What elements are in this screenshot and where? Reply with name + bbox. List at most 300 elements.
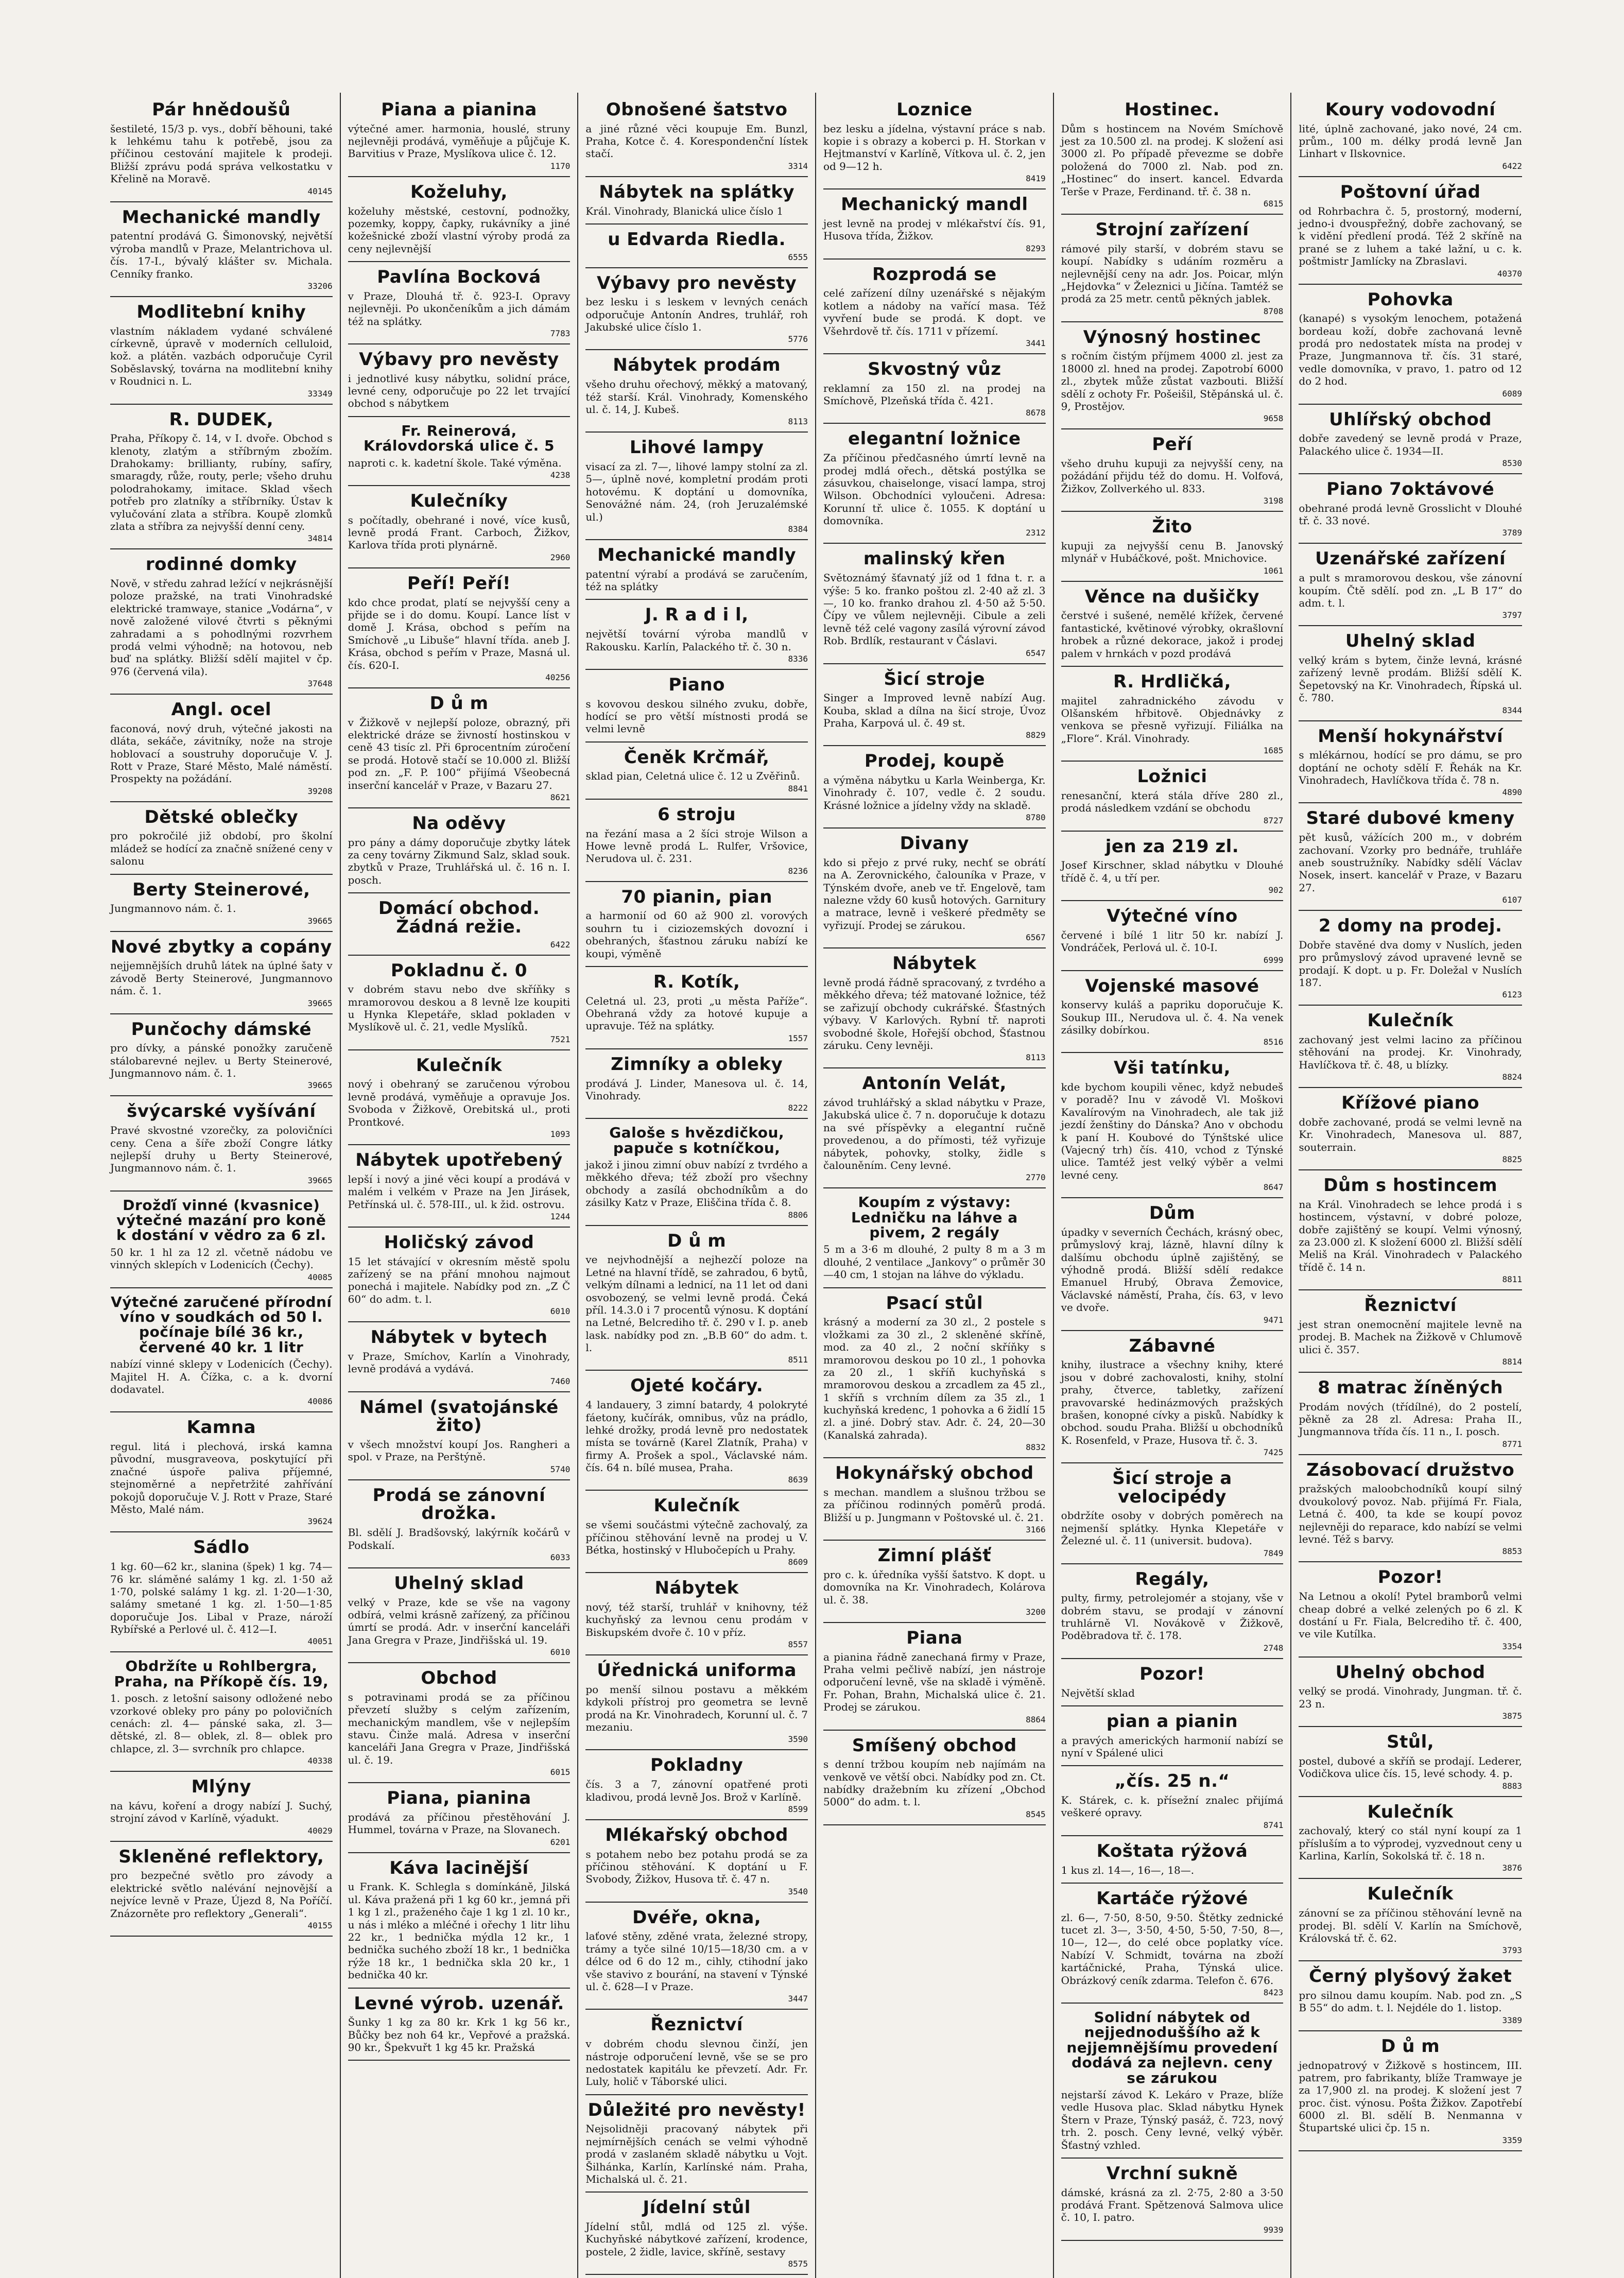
ad-title: Mechanické mandly (597, 544, 797, 565)
ad-title: Řeznictví (650, 2014, 743, 2035)
classified-ad (110, 408, 333, 550)
classified-ad (348, 1231, 571, 1322)
ad-text: pro pány a dámy doporučuje zbytky látek za ceny továrny Zikmund Salz, sklad souk. zbytků v Praze, Truhlářská ul. č. 16 n. I. posch. (348, 836, 571, 886)
ad-text: na Král. Vinohradech se lehce prodá i s hostincem, výstavní, v dobré poloze, dobře zajištěný se koupí. Velmi výnosný, za 23.000 zl. K složení 6000 zl. Bližší sdělí Meliš na Král. Vinohradech v Palackého třídě č. 14 n. (1299, 1198, 1522, 1273)
ad-number: 8814 (1502, 1356, 1522, 1367)
ad-title: Ojeté kočáry. (630, 1375, 764, 1396)
ad-number: 7460 (550, 1376, 571, 1386)
classified-ad (1061, 325, 1284, 430)
ad-title: Berty Steinerové, (132, 879, 310, 900)
ad-text: jest levně na prodej v mlékařství čís. 91, Husova třída, Žižkov. (823, 217, 1046, 243)
ad-number: 40155 (307, 1920, 333, 1930)
classified-ad (1299, 1661, 1522, 1727)
ad-text: 1 kus zl. 14—, 16—, 18—. (1061, 1863, 1195, 1876)
ad-text: majitel zahradnického závodu v Olšanském hřbitově. Objednávky z venkova se přesně vyřizují. Filiálka na „Flore“. Král. Vinohrady. (1061, 694, 1284, 745)
ad-title: Uhlířský obchod (1329, 409, 1492, 430)
ad-text: a pianina řádně zanechaná firmy v Praze, Praha velmi pečlivě nabízí, jen nástroje odporučení levně, vše na skladě i výměně. Fr. Pohan, Brahn, Michalská ulice č. 21. Prodej se zárukou. (823, 1650, 1046, 1714)
ad-title: Fr. Reinerová, Královdorská ulice č. 5 (364, 422, 555, 455)
ad-title: Smíšený obchod (852, 1735, 1017, 1756)
classified-ad (823, 427, 1046, 544)
classified-ad (823, 1626, 1046, 1731)
ad-number: 6033 (550, 1552, 571, 1562)
ad-text: v Praze, Smíchov, Karlín a Vinohrady, levně prodává a vydává. (348, 1350, 571, 1375)
ad-text: jednopatrový v Žižkově s hostincem, III. patrem, pro fabrikanty, blíže Tramwaye je za 17,900 zl. na prodej. K složení jest 7 proc. čist. výnosu. Pošta Žižkov. Zapotřebí 6000 zl. Bl. sdělí B. Nenmanna v Štupartské ulici čp. 15 n. (1299, 2059, 1522, 2134)
ad-number: 6010 (550, 1647, 571, 1658)
ad-text: všeho druhu kupuji za nejvyšší ceny, na požádání přijdu též do domu. H. Volfová, Žižkov, Zollverkého ul. 833. (1061, 457, 1284, 495)
ad-text: Za příčinou předčasného úmrtí levně na prodej mdlá ořech., dětská postýlka se zásuvkou, chaiselonge, visací lampa, stroj Wilson. Obchodníci vyloučeni. Adresa: Korunní tř. ulice č. 1055. K doptání u domovníka. (823, 452, 1046, 527)
classified-ad (110, 1416, 333, 1532)
ad-number: 6555 (788, 252, 808, 262)
classified-ad (110, 1655, 333, 1772)
ad-number: 33206 (307, 281, 333, 291)
ad-number: 8293 (1026, 243, 1046, 253)
ad-title: Holičský závod (384, 1232, 534, 1253)
ad-title: D ů m (429, 693, 489, 714)
ad-title: Nábytek upotřebený (355, 1150, 563, 1171)
ad-title: Zásobovací družstvo (1306, 1459, 1515, 1480)
ad-number: 1557 (788, 1033, 808, 1043)
ad-title: D ů m (1381, 2035, 1440, 2057)
ad-number: 6999 (1263, 955, 1284, 965)
ad-text: s počítadly, obehrané i nové, více kusů, levně prodá Frant. Carboch, Žižkov, Karlova třída proti plynárně. (348, 513, 571, 551)
ad-title: D ů m (667, 1230, 727, 1251)
ad-number: 40256 (545, 672, 571, 682)
ad-number: 8113 (1026, 1052, 1046, 1063)
ad-number: 6015 (550, 1767, 571, 1777)
ad-title: Punčochy dámské (131, 1019, 312, 1040)
ad-text: a jiné různé věci koupuje Em. Bunzl, Praha, Kotce č. 4. Korespondenční lístek stačí. (585, 122, 808, 160)
ad-title: 6 stroju (658, 804, 736, 825)
classified-ad (585, 673, 808, 743)
ad-title: Piana, pianina (387, 1788, 531, 1809)
classified-ad (1299, 408, 1522, 474)
ad-text: lité, úplně zachované, jako nové, 24 cm. prům., 100 m. délky prodá levně Jan Linhart v Ilskovnice. (1299, 122, 1522, 160)
ad-text: s potahem nebo bez potahu prodá se za příčinou stěhování. K doptání u F. Svobody, Žižkov, Husova tř. č. 47 n. (585, 1848, 808, 1886)
ad-number: 8864 (1026, 1714, 1046, 1724)
ad-title: Uzenářské zařízení (1315, 548, 1506, 570)
ad-text: čerstvé i sušené, nemělé křížek, červené fantastické, květinové výrobky, okrašlovní hrobek a různé dekorace, jakož i prodej palem v hrnkách v pozd prodává (1061, 609, 1284, 660)
ad-text: nejstarší závod K. Lekáro v Praze, blíže vedle Husova plac. Sklad nábytku Hynek Štern v Praze, Týnský pasáž, č. 723, nový trh. 2. posch. Ceny levné, velký výběr. Šťastný vzhled. (1061, 2088, 1284, 2151)
ad-text: Největší sklad (1061, 1686, 1135, 1699)
ad-text: Nově, v středu zahrad ležící v nejkrásnější poloze pražské, na trati Vinohradské elektrické tramwaye, stanice „Vodárna“, v nově založené vilové čtvrti s pěknými zahradami a s pohodlnými rozvrhem prodá velmi výhodně; na hotovou, neb buď na splátky. Bližší sdělí majitel v čp. 976 (červená vila). (110, 577, 333, 678)
ad-title: elegantní ložnice (848, 428, 1021, 450)
ad-text: největší tovární výroba mandlů v Rakousku. Karlín, Palackého tř. č. 30 n. (585, 628, 808, 653)
ad-title: Drožďí vinné (kvasnice) výtečné mazání pro koně k dostání v vědro za 6 zl. (116, 1196, 326, 1244)
ad-title: Křížové piano (1341, 1093, 1480, 1114)
ad-title: Nové zbytky a copány (110, 936, 332, 957)
classified-ad (823, 263, 1046, 354)
ad-number: 40145 (307, 186, 333, 196)
classified-ad (1299, 1565, 1522, 1657)
classified-ad (585, 1906, 808, 2010)
classified-ad (823, 1734, 1046, 1825)
ad-text: nový, též starší, truhlář v knihovny, též kuchyňský za levnou cenu prodám v Biskupském dvoře č. 10 v příz. (585, 1601, 808, 1638)
ad-number: 39665 (307, 916, 333, 926)
ad-number: 37648 (307, 679, 333, 689)
ad-text: Prodám nových (třídílné), do 2 postelí, pěkně za 28 zl. Adresa: Praha II., Jungmannova třída čís. 11 n., I. posch. (1299, 1400, 1522, 1438)
classified-ad (348, 489, 571, 568)
ad-title: Káva lacinější (389, 1857, 529, 1878)
ad-number: 6815 (1263, 199, 1284, 209)
classified-ad (110, 1845, 333, 1937)
ad-text: pro bezpečné světlo pro závody a elektrické světlo nalévání nejnovější a nejvíce levně v Praze, Újezd 8, Na Poříčí. Znázorněte pro reflektory „Generali“. (110, 1869, 333, 1920)
ad-text: od Rohrbachra č. 5, prostorný, moderní, jedno-i dvouspřežný, dobře zachovaný, se k vidění předlení prodá. Též 2 skříně na prané se z luhem a také lažní, u c. k. poštmistr Jamlícky na Zbraslavi. (1299, 204, 1522, 268)
ad-text: 5 m a 3·6 m dlouhé, 2 pulty 8 m a 3 m dlouhé, 2 ventilace „Jankovy“ o průměr 30—40 cm, 1 stojan na láhve do výkladu. (823, 1243, 1046, 1281)
classified-ad (348, 959, 571, 1050)
ad-title: Domácí obchod. Žádná režie. (378, 898, 540, 937)
ad-title: Pár hnědoušů (152, 99, 291, 120)
ad-title: Staré dubové kmeny (1306, 808, 1515, 829)
classified-ad (348, 265, 571, 344)
classified-ad (585, 1753, 808, 1820)
ad-title: Peří! Peří! (407, 573, 511, 594)
ad-text: dobře zavedený se levně prodá v Praze, Palackého ulice č. 1934—II. (1299, 432, 1522, 457)
ad-number: 6567 (1026, 933, 1046, 943)
ad-title: Skleněné reflektory, (118, 1846, 324, 1867)
ad-text: výtečné amer. harmonia, houslé, struny nejlevněji prodává, vyměňuje a půjčuje K. Barvitius v Praze, Myslíkova ulice č. 12. (348, 122, 571, 160)
ad-text: (kanapé) s vysokým lenochem, potažená bordeau koží, dobře zachovaná levně prodá pro nedostatek místa na prodej v Praze, Jungmannova tř. čís. 31 staré, vedle domovníka, v pravo, 1. patro od 12 do 2 hod. (1299, 312, 1522, 388)
ad-column (1291, 93, 1529, 2278)
ad-number: 6089 (1502, 388, 1522, 399)
ad-number: 39665 (307, 1175, 333, 1185)
ad-title: Čeněk Krčmář, (624, 747, 770, 768)
classified-ad (348, 1395, 571, 1480)
classified-ad (823, 1192, 1046, 1288)
ad-number: 39665 (307, 1080, 333, 1091)
ad-number: 39208 (307, 786, 333, 796)
ad-title: Uhelný obchod (1335, 1662, 1485, 1683)
classified-ad (1299, 1964, 1522, 2031)
ad-number: 8806 (788, 1210, 808, 1220)
classified-ad (1061, 1466, 1284, 1564)
ad-number: 8336 (788, 653, 808, 664)
ad-number: 40370 (1497, 268, 1522, 279)
classified-ad (110, 1099, 333, 1191)
ad-title: Pohovka (1367, 289, 1454, 310)
classified-ad (585, 1823, 808, 1903)
ad-title: Vojenské masové (1085, 975, 1259, 996)
classified-ad (1061, 1769, 1284, 1836)
ad-number: 8832 (1026, 1442, 1046, 1453)
ad-text: na řezání masa a 2 šíci stroje Wilson a Howe levně prodá L. Rulfer, Vršovice, Nerudova ul. č. 231. (585, 827, 808, 865)
classified-ad (585, 1229, 808, 1371)
ad-text: reklamní za 150 zl. na prodej na Smíchově, Plzeňská třída č. 421. (823, 382, 1046, 407)
ad-number: 8639 (788, 1475, 808, 1485)
classified-ad (348, 180, 571, 262)
ad-number: 902 (1268, 885, 1284, 895)
ad-text: sklad pian, Celetná ulice č. 12 u Zvěřinů. (585, 770, 800, 783)
classified-ad (1299, 1800, 1522, 1879)
ad-number: 5740 (550, 1464, 571, 1474)
ad-title: Nábytek (892, 953, 977, 974)
ad-title: Vrchní sukně (1106, 2163, 1238, 2184)
ad-text: v dobrém stavu nebo dve skříňky s mramorovou deskou a 8 levně lze koupiti u Hynka Klepetáře, sklad pokladen v Myslíkově ul. č. 21, vedle Myslíků. (348, 983, 571, 1033)
ad-text: s denní tržbou koupím neb najímám na venkově ve větší obci. Nabídky pod zn. Ct. nabídky dražebním ku zřízení „Obchod 5000“ do adm. t. l. (823, 1758, 1046, 1808)
classified-ad (348, 1054, 571, 1145)
ad-number: 8708 (1263, 306, 1284, 316)
ad-text: a harmonií od 60 až 900 zl. vorových souhrn tu i ciziozemských dovozní i obehraných, šťastnou záruku nabízí ke koupi, výměně (585, 909, 808, 960)
ad-text: úpadky v severních Čechách, krásný obec, průmyslový kraj, lázně, hlavní dílny k dalšímu obchodu úplně zajištěný, se výhodně prodá. Bližší sdělí redakce Emanuel Hrubý, Obrava Žemovice, Václavské náměstí, Praha, čís. 63, v levo ve dvoře. (1061, 1226, 1284, 1314)
ad-text: pulty, firmy, petrolejomér a stojany, vše v dobrém stavu, se prodají v zánovní truhlárně Vl. Novákově v Žižkově, Poděbradova tř. č. 178. (1061, 1592, 1284, 1642)
ad-title: Kulečník (1367, 1801, 1454, 1822)
ad-text: rámové pily starší, v dobrém stavu se koupí. Nabídky s udáním rozměru a nejlevnější ceny na adr. Jos. Poicar, mlýn „Hejdovka“ v Železnici u Jičína. Tamtéž se prodá za 25 metr. centů pěkných jablek. (1061, 242, 1284, 305)
ad-title: Zábavné (1129, 1335, 1216, 1356)
ad-text: nový i obehraný se zaručenou výrobou levně prodává, vyměňuje a opravuje Jos. Svoboda v Žižkově, Orebitská ul., proti Prontkové. (348, 1078, 571, 1128)
ad-title: Nábytek v bytech (370, 1327, 548, 1348)
ad-number: 40051 (307, 1636, 333, 1647)
ad-title: Solidní nábytek od nejjednoduššího až k nejjemnějšímu provedení dodává za nejlevn. ceny se zárukou (1066, 2008, 1278, 2086)
classified-ad (1299, 1173, 1522, 1290)
ad-title: Úřednická uniforma (597, 1660, 797, 1681)
ad-title: Zimní plášť (877, 1545, 991, 1566)
classified-ad (110, 1195, 333, 1288)
ad-number: 3447 (788, 1994, 808, 2004)
ad-number: 8530 (1502, 458, 1522, 468)
ad-text: jest stran onemocnění majitele levně na prodej. B. Machek na Žižkově v Chlumově ulici č. 357. (1299, 1318, 1522, 1356)
ad-number: 40338 (307, 1756, 333, 1766)
classified-ad (1299, 914, 1522, 1006)
ad-text: K. Stárek, c. k. přísežní znalec přijímá veškeré opravy. (1061, 1794, 1284, 1819)
ad-text: Singer a Improved levně nabízí Aug. Kouba, sklad a dílna na šicí stroje, Úvoz Praha, Karpová ul. č. 49 st. (823, 692, 1046, 729)
classified-ad (1061, 1839, 1284, 1884)
ad-text: Bl. sdělí J. Bradšovský, lakýrník kočárů v Podskalí. (348, 1526, 571, 1551)
ad-text: zl. 6—, 7·50, 8·50, 9·50. Štětky zednické tucet zl. 3—, 3·50, 4·50, 5·50, 7·50, 8—, 10—, 12—, do celé obce poplatky více. Nabízí V. Schmidt, továrna na zboží kartáčnické, Praha, Týnská ulice. Obrázkový ceník zdarma. Telefon č. 676. (1061, 1911, 1284, 1987)
ad-title: 2 domy na prodej. (1318, 916, 1502, 937)
ad-number: 9471 (1263, 1315, 1284, 1325)
classified-ad (110, 805, 333, 875)
ad-number: 8423 (1263, 1987, 1284, 1997)
ad-title: Námel (svatojánské žito) (359, 1396, 559, 1436)
ad-number: 8236 (788, 866, 808, 876)
ad-column (103, 93, 341, 2278)
ad-title: 8 matrac žíněných (1318, 1377, 1504, 1398)
ad-title: Dvéře, okna, (632, 1907, 762, 1928)
ad-title: pian a pianin (1106, 1711, 1238, 1732)
ad-text: faconová, nový druh, výtečné jakosti na dláta, sekáče, závitníky, nože na stroje hoblovací a soustruhy doporučuje V. J. Rott v Praze, Staré Město, Malé náměstí. Prospekty na požádání. (110, 722, 333, 785)
classified-ad (1299, 1730, 1522, 1797)
classified-ad (1299, 1458, 1522, 1563)
ad-text: a pult s mramorovou deskou, vše zánovní koupím. Čtě sdělí. pod zn. „L B 17“ do adm. t. l. (1299, 572, 1522, 609)
ad-text: v Praze, Dlouhá tř. č. 923-I. Opravy nejlevněji. Po ukončeníkům a jich dámám též na splátky. (348, 289, 571, 327)
ad-title: Divany (900, 833, 969, 854)
classified-ad (1299, 547, 1522, 626)
ad-number: 8545 (1026, 1809, 1046, 1819)
ad-text: s potravinami prodá se za příčinou převzetí služby s celým zařízením, mechanickým mandlem, vše v nejlepším stavu. Činže malá. Adresa v inserční kanceláři Jana Gregra v Praze, Jindřišská ul. č. 19. (348, 1690, 571, 1766)
ad-title: Kartáče rýžové (1096, 1888, 1248, 1909)
ad-number: 3314 (788, 161, 808, 171)
ad-title: Dům s hostincem (1323, 1175, 1498, 1196)
ad-text: pět kusů, vážících 200 m., v dobrém zachovaní. Vzorky pro bednáře, truhláře aneb soustružníky. Nabídky sdělí Václav Nosek, insert. kancelář v Praze, v Bazaru 27. (1299, 831, 1522, 894)
ad-number: 8883 (1502, 1781, 1522, 1791)
ad-title: Obchod (421, 1668, 497, 1689)
ad-number: 8678 (1026, 408, 1046, 418)
newspaper-page (103, 93, 1529, 2269)
ad-number: 1093 (550, 1129, 571, 1140)
ad-title: Nábytek na splátky (599, 181, 795, 202)
ad-title: R. Hrdličká, (1113, 671, 1232, 692)
ad-title: Poštovní úřad (1340, 181, 1481, 202)
ad-number: 7425 (1263, 1447, 1284, 1458)
classified-ad (110, 1291, 333, 1413)
ad-title: jen za 219 zl. (1105, 836, 1239, 857)
ad-number: 3354 (1502, 1641, 1522, 1651)
ad-number: 3793 (1502, 1945, 1522, 1956)
classified-ad (585, 180, 808, 225)
ad-title: Nábytek prodám (613, 355, 781, 376)
classified-ad (585, 543, 808, 600)
classified-ad (585, 98, 808, 177)
classified-ad (348, 1786, 571, 1853)
ad-title: Lihové lampy (629, 437, 764, 458)
classified-ad (1061, 1056, 1284, 1198)
ad-text: patentní výrabí a prodává se zaručením, též na splátky (585, 567, 808, 593)
ad-title: Koštata rýžová (1096, 1840, 1248, 1861)
classified-ad (348, 896, 571, 955)
classified-ad (585, 746, 808, 800)
ad-number: 1061 (1263, 565, 1284, 576)
ad-number: 7849 (1263, 1548, 1284, 1558)
ad-text: v všech množství koupí Jos. Rangheri a spol. v Praze, na Perštýně. (348, 1438, 571, 1463)
ad-title: Menší hokynářství (1318, 726, 1504, 747)
classified-ad (110, 935, 333, 1014)
classified-ad (585, 353, 808, 433)
ad-text: velký v Praze, kde se vše na vagony odbírá, velmi krásně zařízený, za příčinou úmrtí se prodá. Adr. v inserční kanceláři Jana Gregra v Praze, Jindřišská ul. 19. (348, 1596, 571, 1646)
classified-ad (1061, 1710, 1284, 1766)
ad-title: Stůl, (1387, 1732, 1435, 1753)
ad-text: s ročním čistým příjmem 4000 zl. jest za 18000 zl. hned na prodej. Zapotrobí 6000 zl., zbytek může zůstat vazbouti. Bližší sdělí z ochoty Fr. Pošeišil, Stěpánská ul. č. 9, Prostějov. (1061, 350, 1284, 412)
classified-ad (348, 1572, 571, 1663)
ad-title: Piano (668, 674, 725, 695)
classified-ad (585, 1122, 808, 1226)
classified-ad (585, 271, 808, 351)
ad-text: Celetná ul. 23, proti „u města Paříže“. Obehraná vždy za hotové kupuje a upravuje. Též na splátky. (585, 994, 808, 1032)
ad-text: kdo si přejo z prvé ruky, nechť se obrátí na A. Zerovnického, čalouníka v Praze, v Týnském dvoře, aneb ve tř. Engelově, tam nalezne vždy 60 kusů hotových. Garnitury a matrace, levně i veškeré předměty se vyřizují. Prodej se zárukou. (823, 856, 1046, 931)
classified-ad (110, 698, 333, 802)
ad-title: Pokladny (650, 1755, 744, 1776)
ad-number: 2770 (1026, 1172, 1046, 1183)
ad-title: Koželuhy, (410, 181, 508, 202)
ad-title: Loznice (896, 99, 973, 120)
ad-text: koželuhy městské, cestovní, podnožky, pozemky, koppy, čapky, rukávníky a jiné kožešnické zboží vlastní výroby prodá za ceny nejlevnější (348, 204, 571, 255)
ad-text: konservy kuláš a papriku doporučuje K. Soukup III., Nerudova ul. č. 4. Na venek zásilky dobírkou. (1061, 998, 1284, 1037)
ad-text: krásný a moderní za 30 zl., 2 postele s vložkami za 30 zl., 2 skleněné skříně, mod. za 40 zl., 2 noční skříňky s mramorovou deskou po 10 zl., 1 pohovka za 20 zl., 1 skříň kuchyňská s mramorovou deskou a zrcadlem za 45 zl., 1 skříň s vrchním dílem za 35 zl., 1 kuchyňská kredenc, 1 pohovka a 6 židlí 15 zl. a jiné. Dobrý stav. Adr. č. 24, 20—30 (Kanalská zahrada). (823, 1316, 1046, 1441)
classified-ad (1061, 835, 1284, 901)
classified-ad (1061, 1334, 1284, 1463)
ad-text: na kávu, koření a drogy nabízí J. Suchý, strojní závod v Karlíně, výadukt. (110, 1799, 333, 1825)
classified-ad (585, 2013, 808, 2095)
ad-title: Uhelný sklad (394, 1573, 524, 1594)
ad-number: 2748 (1263, 1643, 1284, 1653)
classified-ad (585, 1052, 808, 1119)
ad-text: v Žižkově v nejlepší poloze, obrazný, při elektrické dráze se živností hostinskou v ceně 43 tisíc zl. Při 6procentním zúročení se prodá. Hotově stačí se 10.000 zl. Bližší pod zn. „F. P. 100“ přijímá Všeobecná inserční kancelář v Praze, v Bazaru 27. (348, 716, 571, 791)
ad-title: Piano 7oktávové (1326, 479, 1495, 499)
ad-title: „čís. 25 n.“ (1114, 1771, 1230, 1792)
ad-title: Prodej, koupě (864, 751, 1005, 772)
classified-ad (1061, 2162, 1284, 2241)
ad-number: 8780 (1026, 813, 1046, 823)
ad-title: Koupím z výstavy: Ledničku na láhve a pivem, 2 regály (851, 1194, 1018, 1241)
classified-ad (348, 692, 571, 808)
ad-number: 8647 (1263, 1182, 1284, 1193)
ad-title: švýcarské vyšívání (127, 1101, 316, 1122)
ad-title: Dům (1149, 1203, 1196, 1224)
ad-title: Jídelní stůl (643, 2197, 751, 2218)
ad-number: 8419 (1026, 174, 1046, 184)
ad-number: 3789 (1502, 528, 1522, 538)
classified-ad (1061, 1567, 1284, 1659)
ad-number: 3797 (1502, 610, 1522, 620)
ad-title: Dětské oblečky (144, 806, 299, 827)
ad-text: pro dívky, a pánské ponožky zaručeně stálobarevné nejlev. u Berty Steinerové, Jungmannovo nám. č. 1. (110, 1042, 333, 1080)
ad-text: pražských maloobchodníků koupí silný dvoukolový povoz. Nab. přijímá Fr. Fiala, Letná č. 400, ta kde se koupí povoz nejlevněji do reparace, kdo nabízí se velmi levné. Též s barvy. (1299, 1482, 1522, 1546)
ad-text: Nejsolidněji pracovaný nábytek při nejmírnějších cenách se velmi výhodně prodá v zaslaném skladě nábytku u Vojt. Šilhánka, Karlín, Karlínské nám. Praha, Michalská ul. č. 21. (585, 2122, 808, 2185)
ad-title: Psací stůl (886, 1292, 983, 1314)
classified-ad (1299, 724, 1522, 804)
ad-text: 50 kr. 1 hl za 12 zl. včetně nádobu ve vinných sklepích v Lodenicích (Čechy). (110, 1246, 333, 1271)
classified-ad (585, 603, 808, 669)
ad-title: Šicí stroje (884, 668, 986, 689)
ad-number: 3359 (1502, 2135, 1522, 2145)
ad-text: celé zařízení dílny uzenářské s nějakým kotlem a nádoby na vařící masa. Též vyvření bude se prodá. K dopt. ve Všehrdově tř. čís. 1711 v přízemí. (823, 287, 1046, 337)
ad-number: 4890 (1502, 787, 1522, 798)
ad-number: 1685 (1263, 746, 1284, 756)
classified-ad (1299, 1293, 1522, 1373)
classified-ad (1299, 806, 1522, 911)
classified-ad (585, 803, 808, 882)
ad-title: Věnce na dušičky (1084, 586, 1260, 607)
ad-text: zachovaný jest velmi lacino za příčinou stěhování na prodej. Kr. Vinohrady, Havlíčkova tř. č. 48, u blízky. (1299, 1033, 1522, 1071)
ad-number: 1244 (550, 1211, 571, 1221)
ad-text: 15 let stávající v okresním městě spolu zařízený se na přání mnohou najmout ponechá i majitele. Nabídky pod zn. „Z Č 60“ do adm. t. l. (348, 1255, 571, 1305)
ad-title: Mlékařský obchod (605, 1824, 788, 1845)
ad-text: s mlékárnou, hodící se pro dámu, se pro doptání ne ochoty sdělí F. Řehák na Kr. Vinohradech, Havlíčkova třída č. 78 n. (1299, 749, 1522, 787)
classified-ad (1299, 1009, 1522, 1088)
classified-ad (1061, 218, 1284, 322)
ad-title: Žito (1152, 516, 1193, 538)
ad-text: bez lesku i s leskem v levných cenách odporučuje Antonín Andres, truhlář, roh Jakubské ulice číslo 1. (585, 296, 808, 334)
ad-text: renesanční, která stála dříve 280 zl., prodá následkem vzdání se obchodu (1061, 789, 1284, 815)
ad-title: Prodá se zánovní drožka. (372, 1485, 546, 1524)
classified-ad (348, 420, 571, 486)
classified-ad (110, 300, 333, 405)
ad-text: šestileté, 15/3 p. vys., dobří běhouni, také k lehkému tahu k potřebě, jsou za příčinou cestování majitele k prodeji. Bližší zprávu podá správa velkostatku v Křelině na Moravě. (110, 122, 333, 185)
ad-title: Koury vodovodní (1325, 99, 1496, 120)
ad-text: visací za zl. 7—, lihové lampy stolní za zl. 5—, úplně nové, kompletní prodám proti hotovému. K doptání u domovníka, Senovážné nám. 24, (roh Jeruzalémské ul.) (585, 460, 808, 523)
ad-title: Strojní zařízení (1095, 219, 1249, 240)
ad-number: 3166 (1026, 1525, 1046, 1535)
ad-title: Ložnici (1137, 766, 1207, 787)
classified-ad (1299, 477, 1522, 544)
ad-text: a výměna nábytku u Karla Weinberga, Kr. Vinohrady č. 107, vedle č. 2 soudu. Krásné ložnice a jídelny vždy na skladě. (823, 774, 1046, 812)
ad-title: Peří (1152, 434, 1193, 455)
ad-text: Praha, Příkopy č. 14, v I. dvoře. Obchod s klenoty, zlatým a stříbrným zbožím. Drahokamy: brillianty, rubíny, safíry, smaragdy, růže, routy, perle; všeho druhu polodrahokamy, imitace. Sklad všech potřeb pro zlatníky a stříbrníky. Ústav k vylučování zlata a stříbra. Koupě zlomků zlata a stříbra za nejvyšší denní ceny. (110, 432, 333, 532)
ad-number: 7783 (550, 328, 571, 338)
ad-number: 8609 (788, 1557, 808, 1567)
ad-title: Kulečník (416, 1055, 503, 1076)
ad-number: 8344 (1502, 705, 1522, 715)
ad-title: Skvostný vůz (868, 358, 1001, 379)
ad-text: regul. litá i plechová, irská kamna původní, musgraveova, poskytující při značné úspoře paliva příjemné, stejnoměrné a nepřetržité zahřívání pokojů doporučuje V. J. Rott v Praze, Staré Město, Malé nám. (110, 1440, 333, 1516)
ad-number: 8829 (1026, 730, 1046, 740)
classified-ad (348, 572, 571, 688)
ad-title: Kulečník (1367, 1884, 1454, 1905)
ad-number: 5776 (788, 334, 808, 344)
ad-text: zachovalý, který co stál nyní koupí za 1 přísluším a to výprodej, vyzvednout ceny u Karlina, Karlín, Sokolská tř. č. 18 n. (1299, 1824, 1522, 1862)
classified-ad (348, 1856, 571, 1989)
ad-column (816, 93, 1054, 2278)
classified-ad (1061, 1887, 1284, 2004)
ad-title: Nábytek (654, 1578, 739, 1599)
